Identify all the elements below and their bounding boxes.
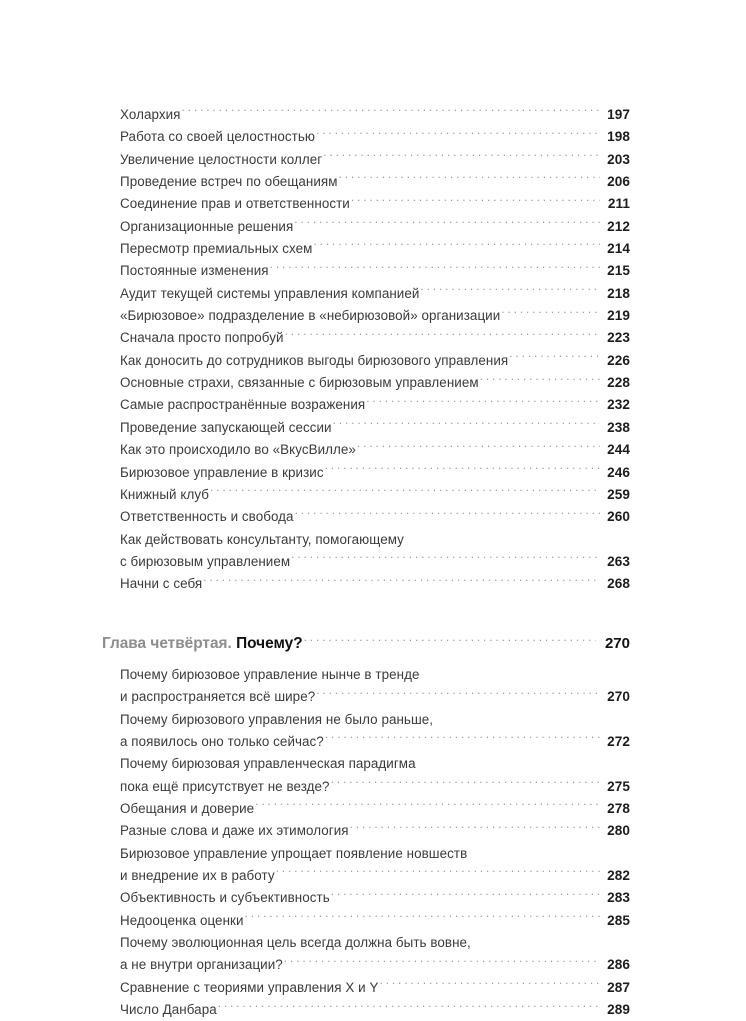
dot-leader — [331, 777, 600, 790]
toc-entry-title: и распространяется всё шире? — [120, 689, 316, 705]
toc-entry-row — [120, 776, 630, 798]
toc-page-number: 197 — [607, 107, 630, 122]
dot-leader — [304, 633, 596, 648]
dot-leader — [210, 485, 600, 498]
toc-page-number: 218 — [607, 285, 630, 301]
toc-page-number: 244 — [607, 442, 630, 458]
toc-entry[interactable] — [120, 798, 630, 820]
toc-page-number: 278 — [607, 801, 630, 817]
chapter-prefix: Глава четвёртая. — [102, 634, 237, 652]
toc-entry-title: Основные страхи, связанные с бирюзовым управлением — [120, 375, 479, 391]
toc-entry[interactable] — [120, 193, 630, 215]
toc-entry[interactable] — [120, 462, 630, 484]
toc-page-number: 270 — [607, 689, 630, 705]
chapter-page-number: 270 — [604, 634, 630, 652]
toc-entry[interactable] — [120, 753, 630, 798]
toc-entry-row — [120, 887, 630, 909]
toc-entry[interactable] — [120, 910, 630, 932]
toc-entry-title: и внедрение их в работу — [120, 868, 275, 884]
dot-leader — [255, 800, 600, 813]
toc-page-number: 226 — [607, 352, 630, 368]
toc-page-number: 203 — [607, 151, 630, 167]
toc-entry-row — [120, 193, 630, 215]
dot-leader — [331, 889, 600, 902]
toc-entry[interactable] — [120, 573, 630, 595]
toc-entry-title: Книжный клуб — [120, 486, 209, 502]
chapter-heading-row[interactable] — [102, 633, 630, 655]
toc-entry[interactable] — [120, 238, 630, 260]
dot-leader — [218, 1001, 600, 1014]
toc-group-continued — [102, 104, 630, 596]
toc-page-number: 289 — [607, 1002, 630, 1018]
toc-entry-row — [120, 551, 630, 573]
toc-entry-title: Работа со своей целостностью — [120, 129, 315, 145]
toc-entry[interactable] — [120, 372, 630, 394]
toc-page-number: 275 — [607, 778, 630, 794]
dot-leader — [316, 688, 600, 701]
toc-entry[interactable] — [120, 394, 630, 416]
toc-entry-line: Почему бирюзовая управленческая парадигма — [120, 756, 416, 772]
toc-entry-row — [120, 283, 630, 305]
toc-entry-row — [120, 462, 630, 484]
toc-entry[interactable] — [120, 149, 630, 171]
toc-page-number: 232 — [607, 397, 630, 413]
toc-entry-title: Бирюзовое управление в кризис — [120, 464, 324, 480]
dot-leader — [316, 128, 600, 141]
toc-entry-row — [120, 999, 630, 1021]
toc-entry-line: Почему бирюзового управления не было раньше, — [120, 711, 434, 727]
toc-page-number: 238 — [607, 419, 630, 435]
toc-entry-title: Разные слова и даже их этимология — [120, 823, 349, 839]
toc-entry-row — [120, 149, 630, 171]
toc-entry-row — [120, 798, 630, 820]
toc-page-number: 285 — [607, 912, 630, 928]
toc-page-number: 282 — [607, 868, 630, 884]
dot-leader — [339, 173, 600, 186]
toc-entry[interactable] — [120, 843, 630, 888]
toc-entry-row — [120, 104, 630, 126]
toc-entry-line: Как действовать консультанту, помогающему — [120, 531, 404, 547]
toc-entry-title: Число Данбара — [120, 1002, 217, 1018]
toc-entry[interactable] — [120, 999, 630, 1021]
toc-entry[interactable] — [120, 327, 630, 349]
toc-entry[interactable] — [120, 216, 630, 238]
toc-page-number: 268 — [607, 576, 630, 592]
toc-entry-row — [120, 506, 630, 528]
toc-entry-title: Увеличение целостности коллег — [120, 151, 323, 167]
dot-leader — [357, 441, 600, 454]
dot-leader — [294, 217, 600, 230]
chapter-heading — [102, 633, 630, 655]
toc-entry[interactable] — [120, 887, 630, 909]
toc-entry-row — [120, 977, 630, 999]
toc-entry-line: Почему бирюзовое управление нынче в тренде — [120, 666, 420, 682]
toc-entry[interactable] — [120, 439, 630, 461]
toc-entry-row — [120, 954, 630, 976]
toc-entry-title: Проведение запускающей сессии — [120, 419, 332, 435]
toc-entry-row — [120, 865, 630, 887]
toc-entry-title: Холархия — [120, 107, 181, 122]
toc-entry[interactable] — [120, 977, 630, 999]
toc-entry-row — [120, 126, 630, 148]
toc-page-number: 219 — [607, 308, 630, 324]
toc-entry-row — [120, 327, 630, 349]
dot-leader — [325, 733, 600, 746]
toc-entry[interactable] — [120, 305, 630, 327]
dot-leader — [276, 867, 600, 880]
toc-entry[interactable] — [120, 529, 630, 574]
toc-page-number: 215 — [607, 263, 630, 279]
toc-entry-row — [120, 238, 630, 260]
toc-entry-row — [120, 260, 630, 282]
toc-entry-title: Как это происходило во «ВкусВилле» — [120, 442, 356, 458]
toc-entry-row — [120, 820, 630, 842]
toc-entry-row — [120, 573, 630, 595]
toc-entry-title: а не внутри организации? — [120, 957, 283, 973]
toc-entry-title: Аудит текущей системы управления компанией — [120, 285, 420, 301]
toc-entry-row — [120, 417, 630, 439]
toc-entry-line: Почему эволюционная цель всегда должна быть вовне, — [120, 935, 471, 951]
toc-page-number: 287 — [607, 979, 630, 995]
chapter-title — [102, 633, 303, 655]
toc-entry-title: Самые распространённые возражения — [120, 397, 366, 413]
toc-entry-row — [120, 171, 630, 193]
chapter-name: Почему? — [236, 634, 303, 652]
toc-entry[interactable] — [120, 350, 630, 372]
dot-leader — [284, 956, 600, 969]
toc-entry-title: Соединение прав и ответственности — [120, 196, 350, 212]
table-of-contents — [102, 104, 630, 1021]
toc-page-number: 280 — [607, 823, 630, 839]
toc-entry[interactable] — [120, 484, 630, 506]
toc-entry-title: Как доносить до сотрудников выгоды бирюзового управления — [120, 352, 509, 368]
dot-leader — [245, 911, 601, 924]
toc-entry-title: Недооценка оценки — [120, 912, 244, 928]
toc-page-number: 246 — [607, 464, 630, 480]
dot-leader — [480, 374, 600, 387]
toc-entry-title: пока ещё присутствует не везде? — [120, 778, 330, 794]
dot-leader — [333, 418, 600, 431]
toc-entry-line: Бирюзовое управление упрощает появление новшеств — [120, 845, 468, 861]
dot-leader — [323, 150, 600, 163]
toc-entry-title: с бирюзовым управлением — [120, 553, 291, 569]
toc-entry[interactable] — [120, 709, 630, 754]
toc-entry[interactable] — [120, 283, 630, 305]
dot-leader — [420, 284, 600, 297]
toc-page-number: 214 — [607, 241, 630, 257]
toc-page-number: 286 — [607, 957, 630, 973]
toc-entry-title: Сравнение с теориями управления X и Y — [120, 979, 379, 995]
toc-entry-row — [120, 305, 630, 327]
toc-page-number: 198 — [607, 129, 630, 145]
toc-entry-title: а появилось оно только сейчас? — [120, 733, 324, 749]
toc-entry[interactable] — [120, 260, 630, 282]
toc-entry-title: «Бирюзовое» подразделение в «небирюзовой» организации — [120, 308, 501, 324]
toc-entry[interactable] — [120, 171, 630, 193]
toc-page-number: 272 — [607, 733, 630, 749]
toc-entry-title: Начни с себя — [120, 576, 203, 592]
toc-page-number: 206 — [607, 174, 630, 190]
dot-leader — [501, 307, 600, 320]
toc-entry-title: Постоянные изменения — [120, 263, 269, 279]
dot-leader — [313, 240, 600, 253]
dot-leader — [350, 822, 600, 835]
toc-entry-row — [120, 686, 630, 708]
toc-page-number: 283 — [607, 890, 630, 906]
dot-leader — [181, 106, 600, 119]
toc-entry[interactable] — [120, 126, 630, 148]
toc-page-number: 223 — [607, 330, 630, 346]
toc-entry[interactable] — [120, 820, 630, 842]
dot-leader — [295, 508, 600, 521]
dot-leader — [366, 396, 600, 409]
toc-entry-title: Сначала просто попробуй — [120, 330, 284, 346]
toc-page-number: 259 — [607, 486, 630, 502]
dot-leader — [291, 552, 600, 565]
toc-entry-title: Проведение встреч по обещаниям — [120, 174, 338, 190]
toc-entry-row — [120, 910, 630, 932]
dot-leader — [325, 463, 600, 476]
dot-leader — [509, 351, 600, 364]
toc-page-number: 263 — [607, 553, 630, 569]
toc-entry-row — [120, 394, 630, 416]
toc-entry-title: Обещания и доверие — [120, 801, 255, 817]
toc-page-number: 211 — [607, 196, 630, 212]
toc-entry-row — [120, 350, 630, 372]
toc-group-chapter-four — [102, 664, 630, 1021]
dot-leader — [285, 329, 600, 342]
toc-entry[interactable] — [120, 417, 630, 439]
dot-leader — [379, 978, 600, 991]
toc-page-number: 260 — [607, 509, 630, 525]
toc-entry-row — [120, 372, 630, 394]
toc-entry-title: Пересмотр премиальных схем — [120, 241, 313, 257]
dot-leader — [270, 262, 600, 275]
toc-page-number: 228 — [607, 375, 630, 391]
toc-entry-row — [120, 216, 630, 238]
toc-entry-row — [120, 439, 630, 461]
toc-entry[interactable] — [120, 664, 630, 709]
toc-page-number: 212 — [607, 218, 630, 234]
dot-leader — [203, 575, 600, 588]
toc-entry-title: Ответственность и свобода — [120, 509, 294, 525]
toc-entry[interactable] — [120, 932, 630, 977]
toc-entry-row — [120, 484, 630, 506]
toc-entry-title: Организационные решения — [120, 218, 294, 234]
toc-entry[interactable] — [120, 104, 630, 126]
toc-entry[interactable] — [120, 506, 630, 528]
toc-entry-row — [120, 731, 630, 753]
toc-entry-title: Объективность и субъективность — [120, 890, 330, 906]
dot-leader — [351, 195, 600, 208]
